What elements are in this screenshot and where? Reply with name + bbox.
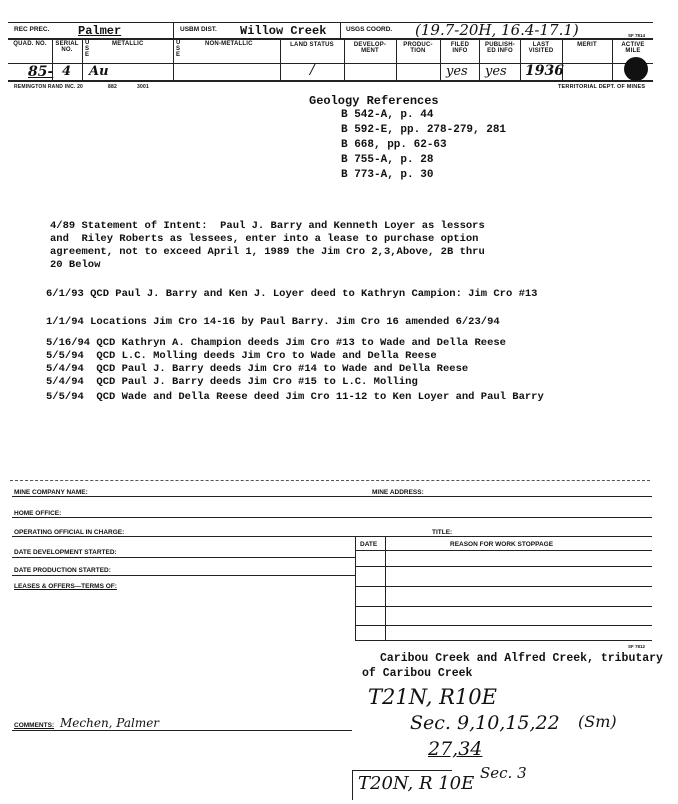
value-published-info: yes	[485, 64, 507, 79]
geology-ref: B 542-A, p. 44	[341, 109, 434, 121]
qcd-item: 5/4/94 QCD Paul J. Barry deeds Jim Cro #15 to L.C. Molling	[46, 376, 418, 388]
geology-ref: B 668, pp. 62-63	[341, 139, 447, 151]
note-line: 4/89 Statement of Intent: Paul J. Barry and Kenneth Loyer as lessors	[50, 220, 485, 232]
col-filed-info: FILED INFO	[450, 42, 470, 54]
hw-sections-2: 27,34	[428, 738, 483, 760]
hw-township-2: T20N, R 10E	[358, 773, 475, 794]
note-line: agreement, not to exceed April 1, 1989 the Jim Cro 2,3,Above, 2B thru	[50, 246, 485, 258]
value-metallic: Au	[89, 64, 109, 79]
value-serial-no: 4	[62, 64, 72, 79]
date-col-header: DATE	[360, 541, 378, 548]
usbm-dist-label: USBM DIST.	[180, 26, 217, 33]
rec-prec-label: REC PREC.	[14, 26, 50, 33]
col-use-metallic: U S E	[85, 40, 90, 58]
col-non-metallic: NON-METALLIC	[205, 41, 253, 47]
hw-township-1: T21N, R10E	[368, 685, 497, 709]
leases-offers-label: LEASES & OFFERS—TERMS OF:	[14, 583, 117, 590]
date-production-label: DATE PRODUCTION STARTED:	[14, 567, 111, 574]
col-development: DEVELOP-MENT	[353, 42, 387, 54]
col-metallic: METALLIC	[112, 41, 144, 47]
value-land-status: /	[310, 62, 315, 78]
qcd-item: 5/4/94 QCD Paul J. Barry deeds Jim Cro #14 to Wade and Della Reese	[46, 363, 469, 375]
home-office-label: HOME OFFICE:	[14, 510, 62, 517]
location-line-1: Caribou Creek and Alfred Creek, tributary	[380, 652, 663, 665]
note-line: and Riley Roberts as lessees, enter into a lease to purchase option	[50, 233, 479, 245]
value-quad-no: 85-	[28, 64, 54, 80]
footer-code-1: 882	[108, 84, 117, 90]
geology-ref: B 755-A, p. 28	[341, 154, 434, 166]
qcd-item: 5/16/94 QCD Kathryn A. Champion deeds Jim Cro #13 to Wade and Della Reese	[46, 337, 506, 349]
qcd-1993: 6/1/93 QCD Paul J. Barry and Ken J. Loyer deed to Kathryn Campion: Jim Cro #13	[46, 288, 538, 300]
geology-title: Geology References	[309, 94, 439, 108]
col-last-visited: LAST VISITED	[528, 42, 554, 54]
col-published-info: PUBLISH-ED INFO	[485, 42, 515, 54]
col-quad-no: QUAD. NO.	[13, 41, 47, 47]
geology-ref: B 773-A, p. 30	[341, 169, 434, 181]
operating-official-label: OPERATING OFFICIAL IN CHARGE:	[14, 529, 125, 536]
hw-sec-3: Sec. 3	[480, 764, 527, 782]
note-line: 20 Below	[50, 259, 101, 271]
qcd-item: 5/5/94 QCD Wade and Della Reese deed Jim Cro 11-12 to Ken Loyer and Paul Barry	[46, 391, 544, 403]
qcd-item: 5/5/94 QCD L.C. Molling deeds Jim Cro to Wade and Della Reese	[46, 350, 437, 362]
perforation-line	[10, 480, 650, 481]
mine-company-name-label: MINE COMPANY NAME:	[14, 489, 88, 496]
qcd-list	[46, 337, 544, 404]
usgs-coord-value: (19.7-20H, 16.4-17.1)	[415, 21, 579, 39]
active-mile-marker-dot	[624, 57, 648, 81]
comments-label: COMMENTS:	[14, 722, 55, 729]
locations-1994: 1/1/94 Locations Jim Cro 14-16 by Paul Barry. Jim Cro 16 amended 6/23/94	[46, 316, 500, 328]
comments-value: Mechen, Palmer	[60, 716, 160, 730]
territorial-footer: TERRITORIAL DEPT. OF MINES	[558, 84, 646, 90]
col-use-nonmetallic: U S E	[176, 40, 181, 58]
col-active-mile: ACTIVE MILE	[621, 42, 645, 54]
hw-sections: Sec. 9,10,15,22	[410, 712, 560, 734]
col-serial-no: SERIAL NO.	[55, 41, 79, 53]
title-label: TITLE:	[432, 529, 453, 536]
mine-address-label: MINE ADDRESS:	[372, 489, 424, 496]
form-number-top: SF 7814	[628, 33, 646, 38]
form-number-bottom: SF 7812	[628, 644, 646, 649]
footer-code-2: 3001	[137, 84, 149, 90]
date-development-label: DATE DEVELOPMENT STARTED:	[14, 549, 117, 556]
geology-references	[309, 94, 506, 183]
value-last-visited: 1936	[525, 63, 564, 79]
reason-col-header: REASON FOR WORK STOPPAGE	[450, 541, 554, 548]
col-land-status: LAND STATUS	[290, 42, 334, 48]
remington-footer: REMINGTON RAND INC. 20	[14, 84, 84, 90]
col-merit: MERIT	[577, 42, 597, 48]
value-filed-info: yes	[446, 64, 468, 79]
geology-ref: B 592-E, pp. 278-279, 281	[341, 124, 507, 136]
usgs-coord-label: USGS COORD.	[346, 26, 393, 33]
statement-of-intent	[50, 220, 485, 272]
col-production: PRODUC-TION	[403, 42, 433, 54]
usbm-dist-value: Willow Creek	[240, 24, 327, 38]
location-line-2: of Caribou Creek	[362, 667, 473, 680]
hw-sm: (Sm)	[578, 712, 617, 731]
rec-prec-value: Palmer	[78, 24, 122, 38]
